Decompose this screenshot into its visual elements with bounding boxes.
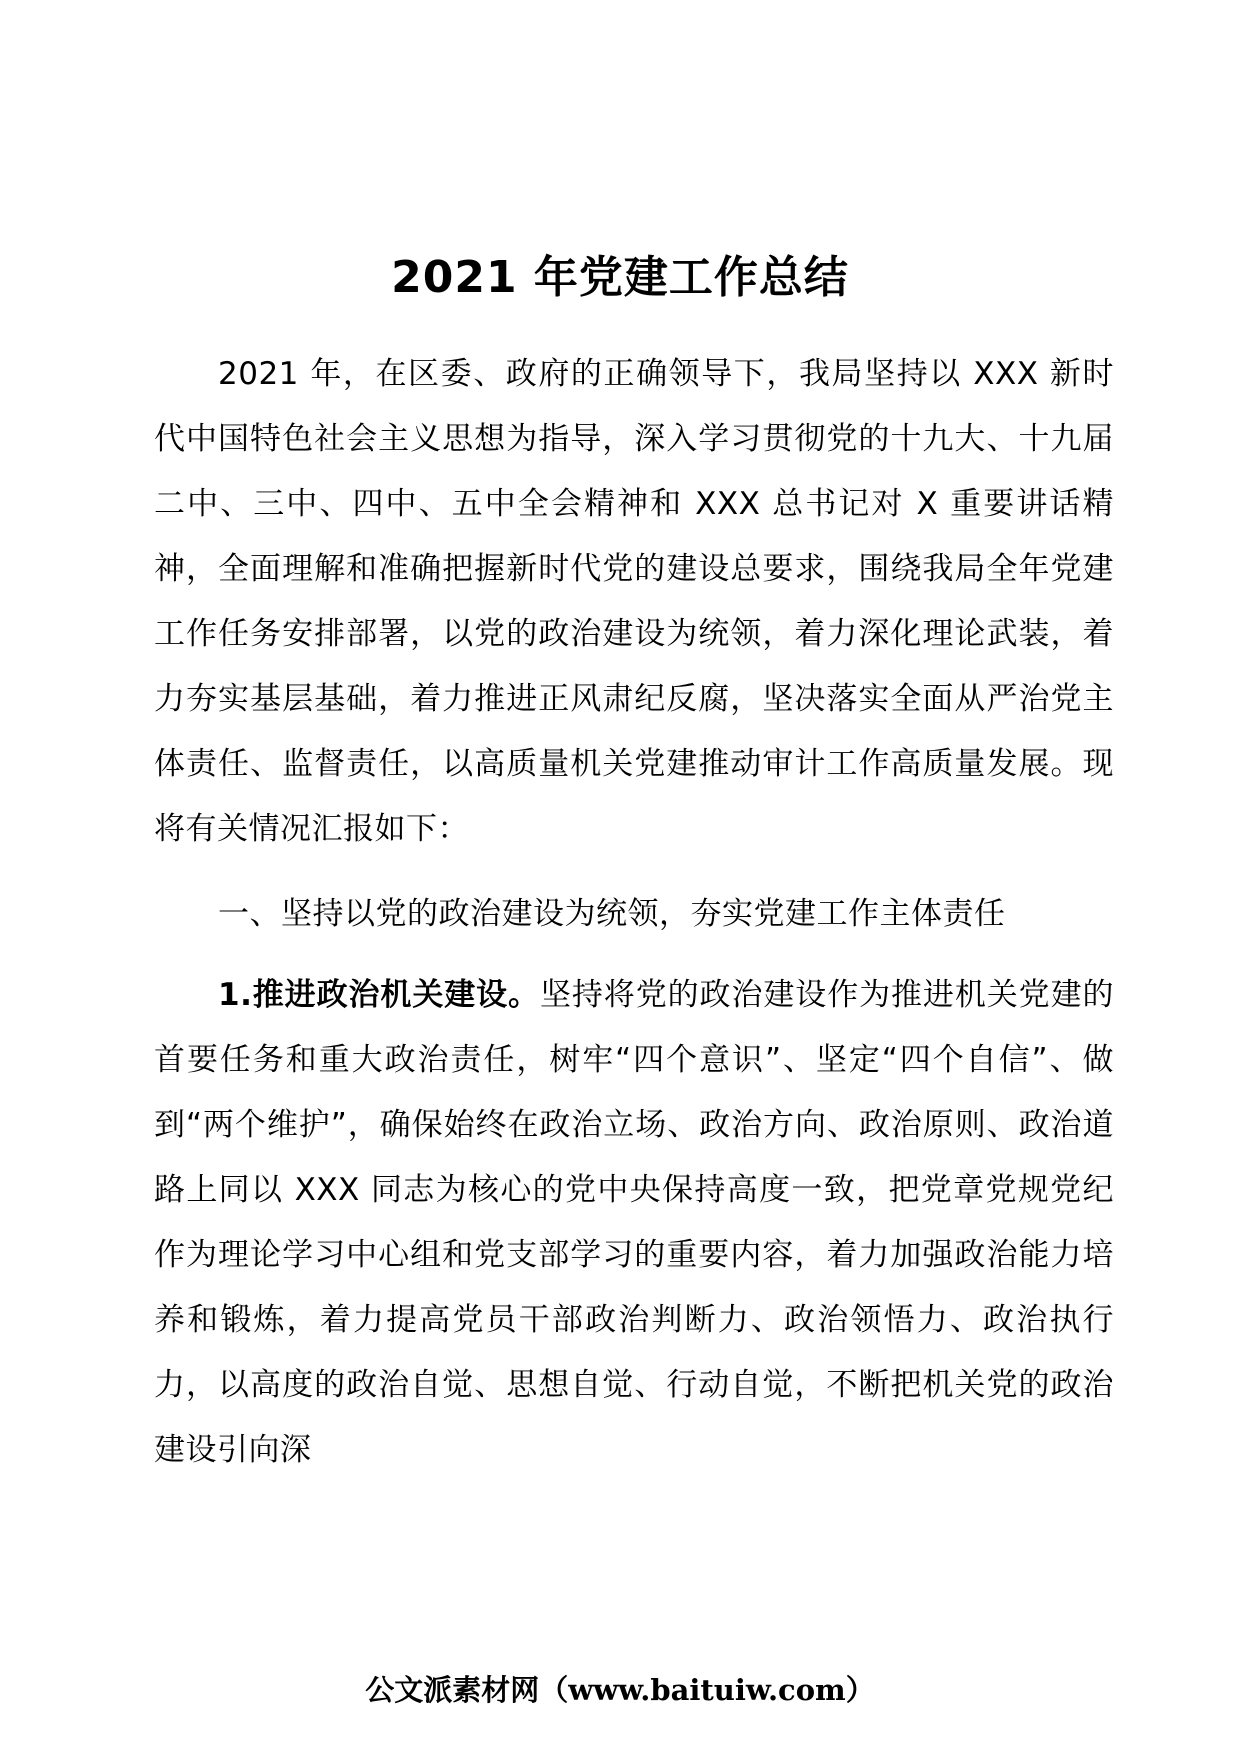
footer-watermark: 公文派素材网（www.baituiw.com） bbox=[365, 1673, 875, 1707]
item-1-paragraph bbox=[154, 963, 1114, 1483]
item-1-lead: 1.推进政治机关建设。 bbox=[218, 977, 540, 1013]
section-heading-1: 一、坚持以党的政治建设为统领，夯实党建工作主体责任 bbox=[218, 896, 1006, 932]
intro-paragraph: 2021 年，在区委、政府的正确领导下，我局坚持以 XXX 新时代中国特色社会主义思想为指导，深入学习贯彻党的十九大、十九届二中、三中、四中、五中全会精神和 XXX 总书记对 X 重要讲话精神，全面理解和准确把握新时代党的建设总要求，围绕我局全年党建工作任务安排部署，以党的政治建设为统领，着力深化理论武装，着力夯实基层基础，着力推进正风肃纪反腐，坚决落实全面从严治党主体责任、监督责任，以高质量机关党建推动审计工作高质量发展。现将有关情况汇报如下： bbox=[154, 356, 1114, 847]
item-1-text: 坚持将党的政治建设作为推进机关党建的首要任务和重大政治责任，树牢“四个意识”、坚定“四个自信”、做到“两个维护”，确保始终在政治立场、政治方向、政治原则、政治道路上同以 XXX 同志为核心的党中央保持高度一致，把党章党规党纪作为理论学习中心组和党支部学习的重要内容，着力加强政治能力培养和锻炼，着力提高党员干部政治判断力、政治领悟力、政治执行力，以高度的政治自觉、思想自觉、行动自觉，不断把机关党的政治建设引向深 bbox=[154, 977, 1114, 1468]
document-title: 2021 年党建工作总结 bbox=[391, 252, 849, 303]
